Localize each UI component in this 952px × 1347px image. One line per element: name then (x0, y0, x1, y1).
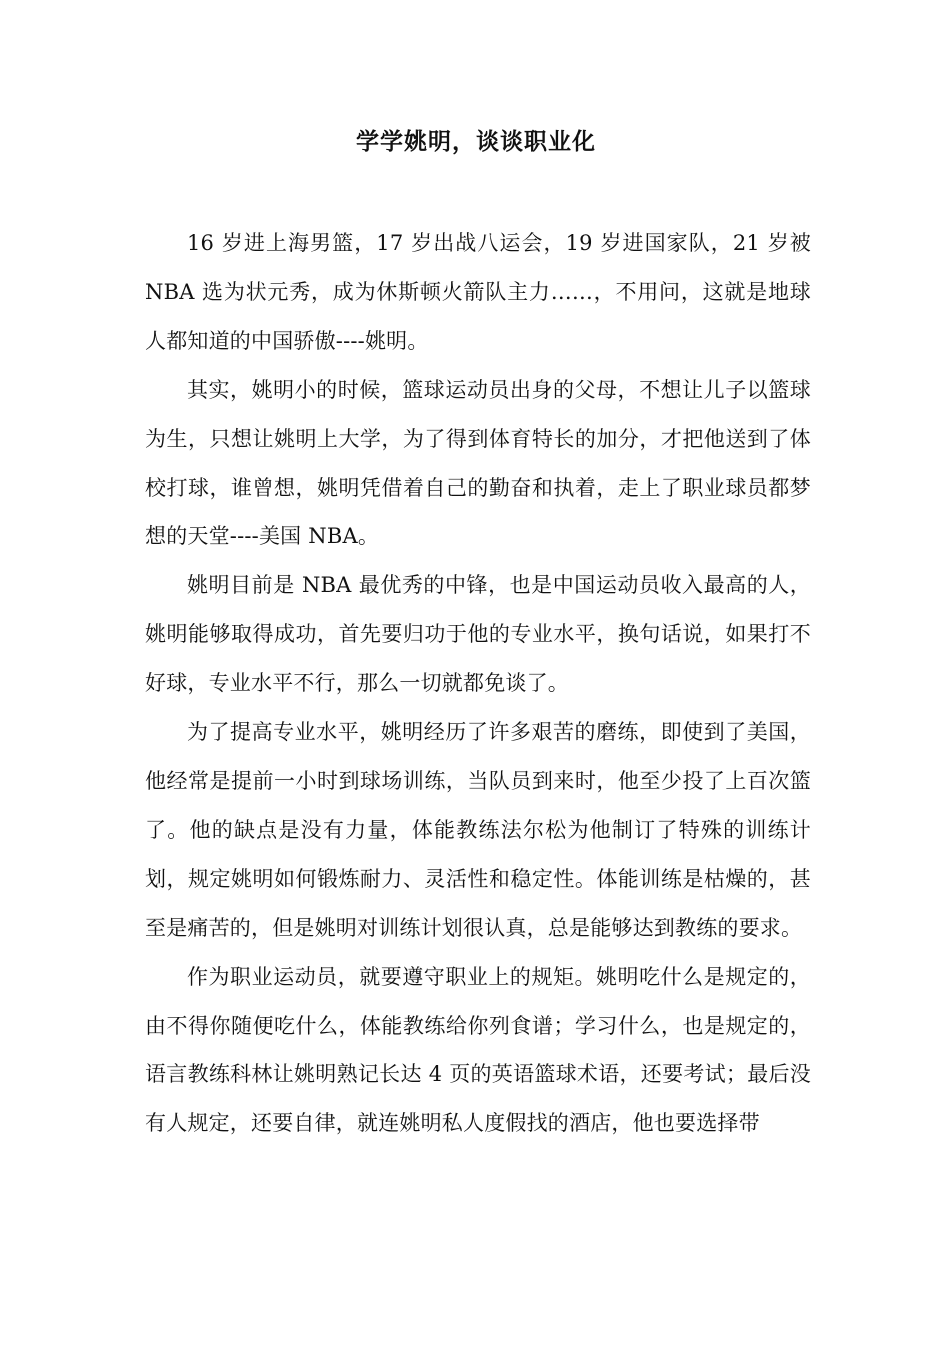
document-title: 学学姚明，谈谈职业化 (356, 128, 596, 155)
document-body (145, 219, 811, 1148)
paragraph-2: 其实，姚明小的时候，篮球运动员出身的父母，不想让儿子以篮球为生，只想让姚明上大学，为了得到体育特长的加分，才把他送到了体校打球，谁曾想，姚明凭借着自己的勤奋和执着，走上了职业球员都梦想的天堂----美国 NBA。 (145, 377, 811, 549)
paragraph-3: 姚明目前是 NBA 最优秀的中锋，也是中国运动员收入最高的人，姚明能够取得成功，首先要归功于他的专业水平，换句话说，如果打不好球，专业水平不行，那么一切就都免谈了。 (145, 573, 811, 696)
paragraph-4: 为了提高专业水平，姚明经历了许多艰苦的磨练，即使到了美国，他经常是提前一小时到球场训练，当队员到来时，他至少投了上百次篮了。他的缺点是没有力量，体能教练法尔松为他制订了特殊的训练计划，规定姚明如何锻炼耐力、灵活性和稳定性。体能训练是枯燥的，甚至是痛苦的，但是姚明对训练计划很认真，总是能够达到教练的要求。 (145, 720, 811, 940)
paragraph-1: 16 岁进上海男篮，17 岁出战八运会，19 岁进国家队，21 岁被 NBA 选为状元秀，成为休斯顿火箭队主力……，不用问，这就是地球人都知道的中国骄傲----姚明。 (145, 231, 811, 353)
paragraph-5: 作为职业运动员，就要遵守职业上的规矩。姚明吃什么是规定的，由不得你随便吃什么，体能教练给你列食谱；学习什么，也是规定的，语言教练科林让姚明熟记长达 4 页的英语篮球术语，还要考试；最后没有人规定，还要自律，就连姚明私人度假找的酒店，他也要选择带 (145, 964, 811, 1136)
